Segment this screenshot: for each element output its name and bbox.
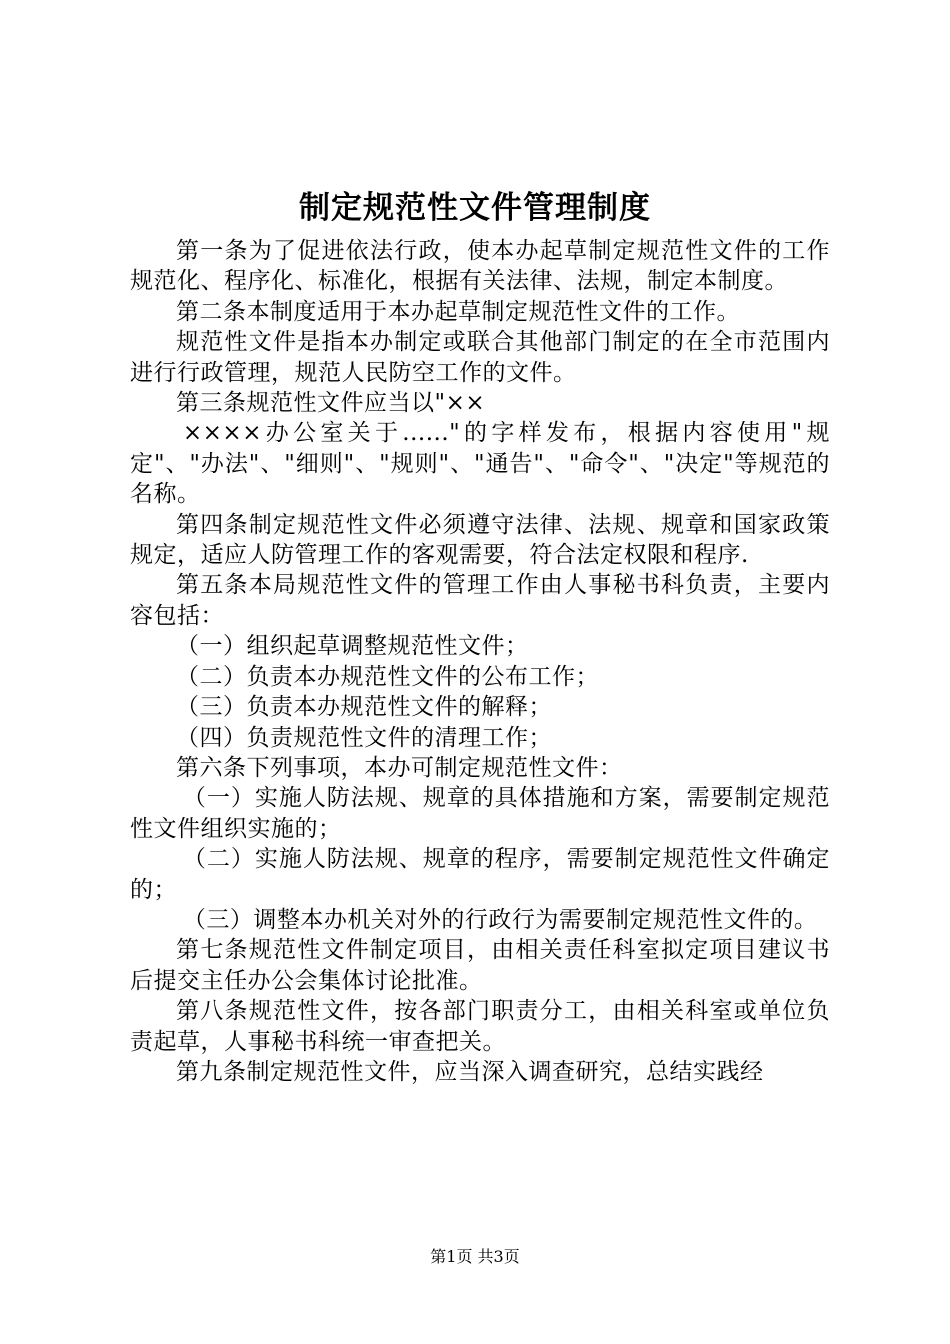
list-item-5-1: （一）组织起草调整规范性文件； xyxy=(176,633,529,660)
document-body xyxy=(130,236,830,1087)
paragraph-article-3-cont: ××××办公室关于......"的字样发布，根据内容使用"规定"、"办法"、"细则"、"规则"、"通告"、"命令"、"决定"等规范的名称。 xyxy=(130,420,830,508)
paragraph-article-9: 第九条制定规范性文件，应当深入调查研究，总结实践经 xyxy=(176,1058,764,1085)
paragraph-article-4: 第四条制定规范性文件必须遵守法律、法规、规章和国家政策规定，适应人防管理工作的客观需要，符合法定权限和程序. xyxy=(130,511,830,569)
page-number-footer: 第1页 共3页 xyxy=(430,1247,520,1266)
paragraph-article-7: 第七条规范性文件制定项目，由相关责任科室拟定项目建议书后提交主任办公会集体讨论批准。 xyxy=(130,937,830,994)
paragraph-article-2: 第二条本制度适用于本办起草制定规范性文件的工作。 xyxy=(176,298,740,325)
paragraph-article-3-start: 第三条规范性文件应当以"×× xyxy=(176,390,486,417)
list-item-6-3: （三）调整本办机关对外的行政行为需要制定规范性文件的。 xyxy=(182,906,818,933)
paragraph-article-1: 第一条为了促进依法行政，使本办起草制定规范性文件的工作规范化、程序化、标准化，根据有关法律、法规，制定本制度。 xyxy=(130,238,830,295)
list-item-6-1: （一）实施人防法规、规章的具体措施和方案，需要制定规范性文件组织实施的； xyxy=(130,785,830,842)
list-item-5-2: （二）负责本办规范性文件的公布工作； xyxy=(176,663,599,690)
list-item-5-3: （三）负责本办规范性文件的解释； xyxy=(176,694,552,721)
paragraph-article-6: 第六条下列事项，本办可制定规范性文件： xyxy=(176,754,623,781)
document-title: 制定规范性文件管理制度 xyxy=(299,190,651,226)
paragraph-article-8: 第八条规范性文件，按各部门职责分工，由相关科室或单位负责起草，人事秘书科统一审查把关。 xyxy=(130,998,830,1055)
list-item-6-2: （二）实施人防法规、规章的程序，需要制定规范性文件确定的； xyxy=(130,846,830,903)
paragraph-definition: 规范性文件是指本办制定或联合其他部门制定的在全市范围内进行行政管理，规范人民防空工作的文件。 xyxy=(130,329,830,386)
list-item-5-4: （四）负责规范性文件的清理工作； xyxy=(176,724,552,751)
paragraph-article-5: 第五条本局规范性文件的管理工作由人事秘书科负责，主要内容包括： xyxy=(130,572,830,629)
